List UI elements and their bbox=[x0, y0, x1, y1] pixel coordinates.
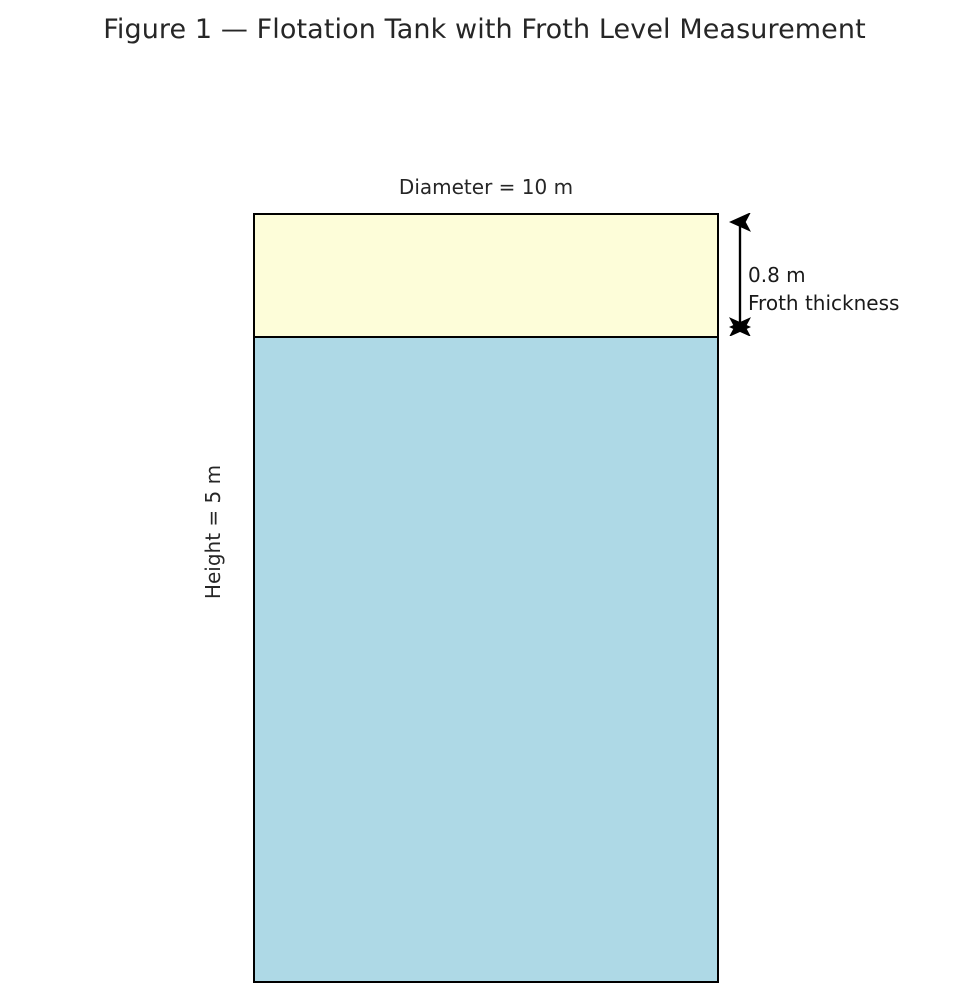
froth-thickness-value: 0.8 m bbox=[748, 263, 806, 287]
pulp-layer bbox=[255, 338, 717, 981]
tank-outline bbox=[253, 213, 719, 983]
froth-thickness-annotation bbox=[748, 261, 958, 317]
froth-layer bbox=[255, 215, 717, 338]
froth-thickness-name: Froth thickness bbox=[748, 291, 900, 315]
diameter-label: Diameter = 10 m bbox=[398, 175, 574, 199]
figure-title: Figure 1 — Flotation Tank with Froth Level Measurement bbox=[103, 14, 866, 45]
height-label: Height = 5 m bbox=[201, 464, 225, 600]
